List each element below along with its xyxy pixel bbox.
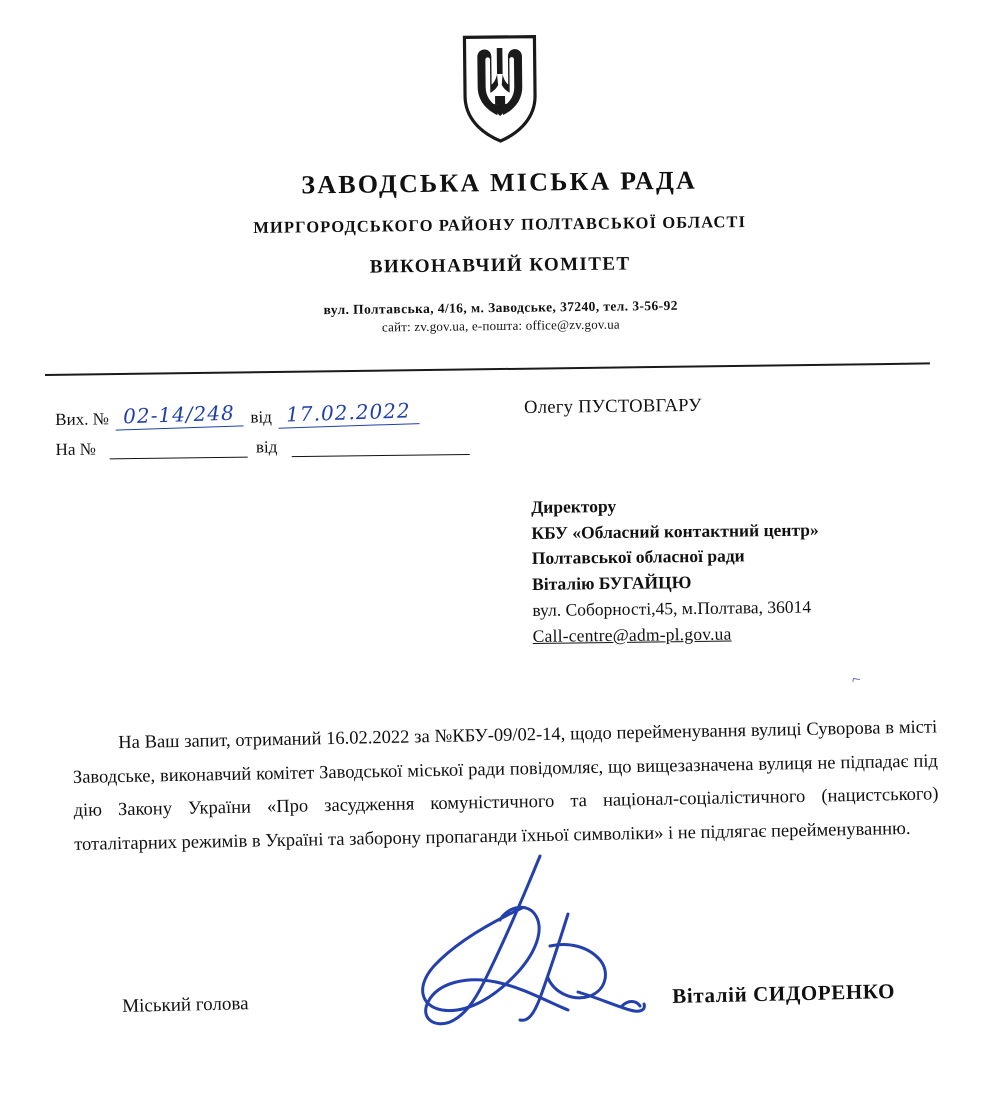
incoming-number-label: На № [55, 439, 97, 459]
organization-address: вул. Полтавська, 4/16, м. Заводське, 37240, тел. 3-56-92 [323, 297, 678, 318]
ukrainian-trident-coat-of-arms-icon [460, 34, 539, 150]
incoming-number-blank [110, 441, 248, 460]
addressee-block [531, 491, 820, 649]
stray-ink-mark: ⌐ [850, 671, 862, 689]
addressee-position: Директору [531, 495, 617, 517]
outgoing-number-label: Вих. № [55, 409, 110, 429]
outgoing-date-value: 17.02.2022 [277, 398, 418, 429]
addressee-address: вул. Соборності,45, м.Полтава, 36014 [532, 596, 812, 620]
addressee-organization: КБУ «Обласний контактний центр» [531, 519, 819, 543]
addressee-person: Віталію БУГАЙЦЮ [531, 572, 692, 595]
signer-name: Віталій СИДОРЕНКО [672, 978, 896, 1008]
organization-contacts: сайт: zv.gov.ua, е-пошта: office@zv.gov.ua [381, 316, 620, 335]
organization-title: ЗАВОДСЬКА МІСЬКА РАДА [301, 165, 698, 200]
executive-committee-label: ВИКОНАВЧИЙ КОМІТЕТ [369, 253, 631, 278]
reference-block [55, 395, 477, 460]
outgoing-number-value: 02-14/248 [114, 400, 242, 430]
addressee-email: Call-centre@adm-pl.gov.ua [532, 623, 732, 646]
outgoing-date-label: від [250, 407, 272, 427]
emblem-container [0, 34, 1000, 149]
letter-body: На Ваш запит, отриманий 16.02.2022 за №КБУ-09/02-14, щодо перейменування вулиці Суворова в місті Заводське, виконавчий комітет Заводської міської ради повідомляє, що вищезазначена вулиця не підпадає під дію Закону України «Про засудження комуністичного та націонал-соціалістичного (нацистського) тоталітарних режимів в Україні та заборону пропаганди їхньої символіки» і не підлягає перейменуванню. [72, 717, 939, 855]
addressee-council: Полтавської обласної ради [531, 545, 745, 569]
header-divider [45, 362, 930, 376]
organization-subtitle: МИРГОРОДСЬКОГО РАЙОНУ ПОЛТАВСЬКОЇ ОБЛАСТІ [253, 211, 747, 238]
signer-position: Міський голова [122, 993, 249, 1017]
incoming-date-blank [291, 438, 469, 457]
handwritten-signature [372, 850, 692, 1050]
incoming-date-label: від [255, 437, 278, 457]
letterhead [0, 162, 1000, 340]
attention-line: Олегу ПУСТОВГАРУ [524, 395, 702, 418]
